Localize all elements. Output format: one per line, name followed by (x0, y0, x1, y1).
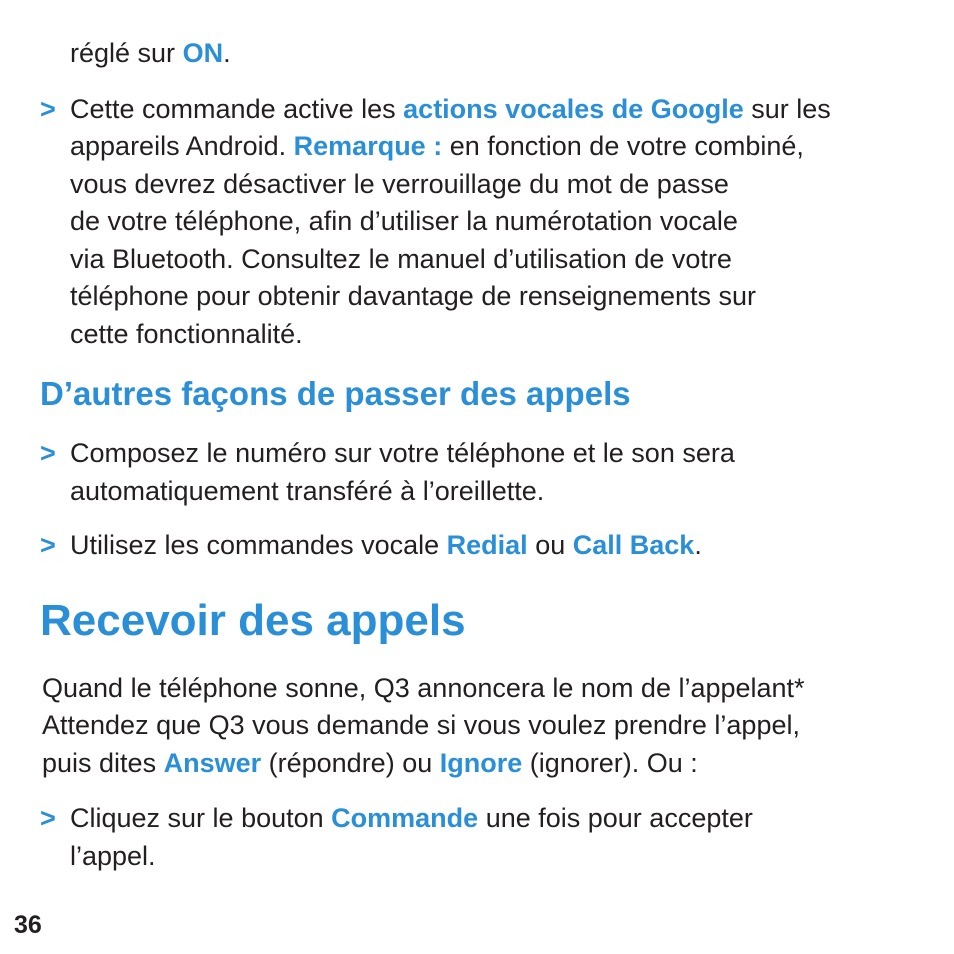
para-text: (répondre) ou (261, 748, 440, 778)
page-number: 36 (14, 911, 42, 939)
intro-line (70, 34, 231, 72)
intro-period: . (223, 38, 231, 68)
bullet-text: . (694, 530, 702, 560)
bullet-google-line-3: vous devrez désactiver le verrouillage du mot de passe (70, 169, 729, 199)
receive-para-line-3 (42, 744, 698, 782)
bullet-google-line-5: via Bluetooth. Consultez le manuel d’utilisation de votre (70, 244, 732, 274)
ignore-keyword: Ignore (439, 748, 523, 778)
bullet-text: ou (527, 530, 573, 560)
redial-keyword: Redial (446, 530, 528, 560)
bullet-redial-line (40, 526, 702, 564)
bullet-text: Cliquez sur le bouton (70, 803, 332, 833)
bullet-google-line-4: de votre téléphone, afin d’utiliser la numérotation vocale (70, 206, 738, 236)
bullet-arrow-icon: > (40, 803, 56, 833)
command-keyword: Commande (331, 803, 479, 833)
call-back-keyword: Call Back (572, 530, 695, 560)
para-text: puis dites (42, 748, 164, 778)
bullet-google-line-7: cette fonctionnalité. (70, 319, 303, 349)
receive-para-line-2: Attendez que Q3 vous demande si vous voulez prendre l’appel, (42, 710, 800, 740)
bullet-google-line-1 (40, 90, 831, 128)
bullet-command-line-1 (40, 799, 753, 837)
bullet-arrow-icon: > (40, 94, 56, 124)
bullet-arrow-icon: > (40, 530, 56, 560)
para-text: (ignorer). Ou : (522, 748, 698, 778)
answer-keyword: Answer (163, 748, 262, 778)
bullet-text: une fois pour accepter (478, 803, 753, 833)
bullet-text: appareils Android. (70, 131, 294, 161)
google-actions-keyword: actions vocales de Google (403, 94, 744, 124)
page-heading-receive-calls: Recevoir des appels (40, 596, 466, 645)
receive-para-line-1: Quand le téléphone sonne, Q3 annoncera le nom de l’appelant* (42, 673, 805, 703)
bullet-google-line-2 (70, 127, 804, 165)
bullet-text: Utilisez les commandes vocale (70, 530, 447, 560)
bullet-google-line-6: téléphone pour obtenir davantage de renseignements sur (70, 281, 756, 311)
on-keyword: ON (182, 38, 224, 68)
bullet-text: sur les (743, 94, 831, 124)
intro-text: réglé sur (70, 38, 183, 68)
bullet-dial-line-1 (40, 434, 735, 472)
bullet-text: en fonction de votre combiné, (442, 131, 804, 161)
bullet-text: Composez le numéro sur votre téléphone et le son sera (70, 438, 735, 468)
bullet-text: Cette commande active les (70, 94, 404, 124)
bullet-dial-line-2: automatiquement transféré à l’oreillette. (70, 476, 545, 506)
bullet-command-line-2: l’appel. (70, 841, 156, 871)
bullet-arrow-icon: > (40, 438, 56, 468)
remark-keyword: Remarque : (293, 131, 443, 161)
section-heading-other-ways: D’autres façons de passer des appels (40, 375, 631, 412)
